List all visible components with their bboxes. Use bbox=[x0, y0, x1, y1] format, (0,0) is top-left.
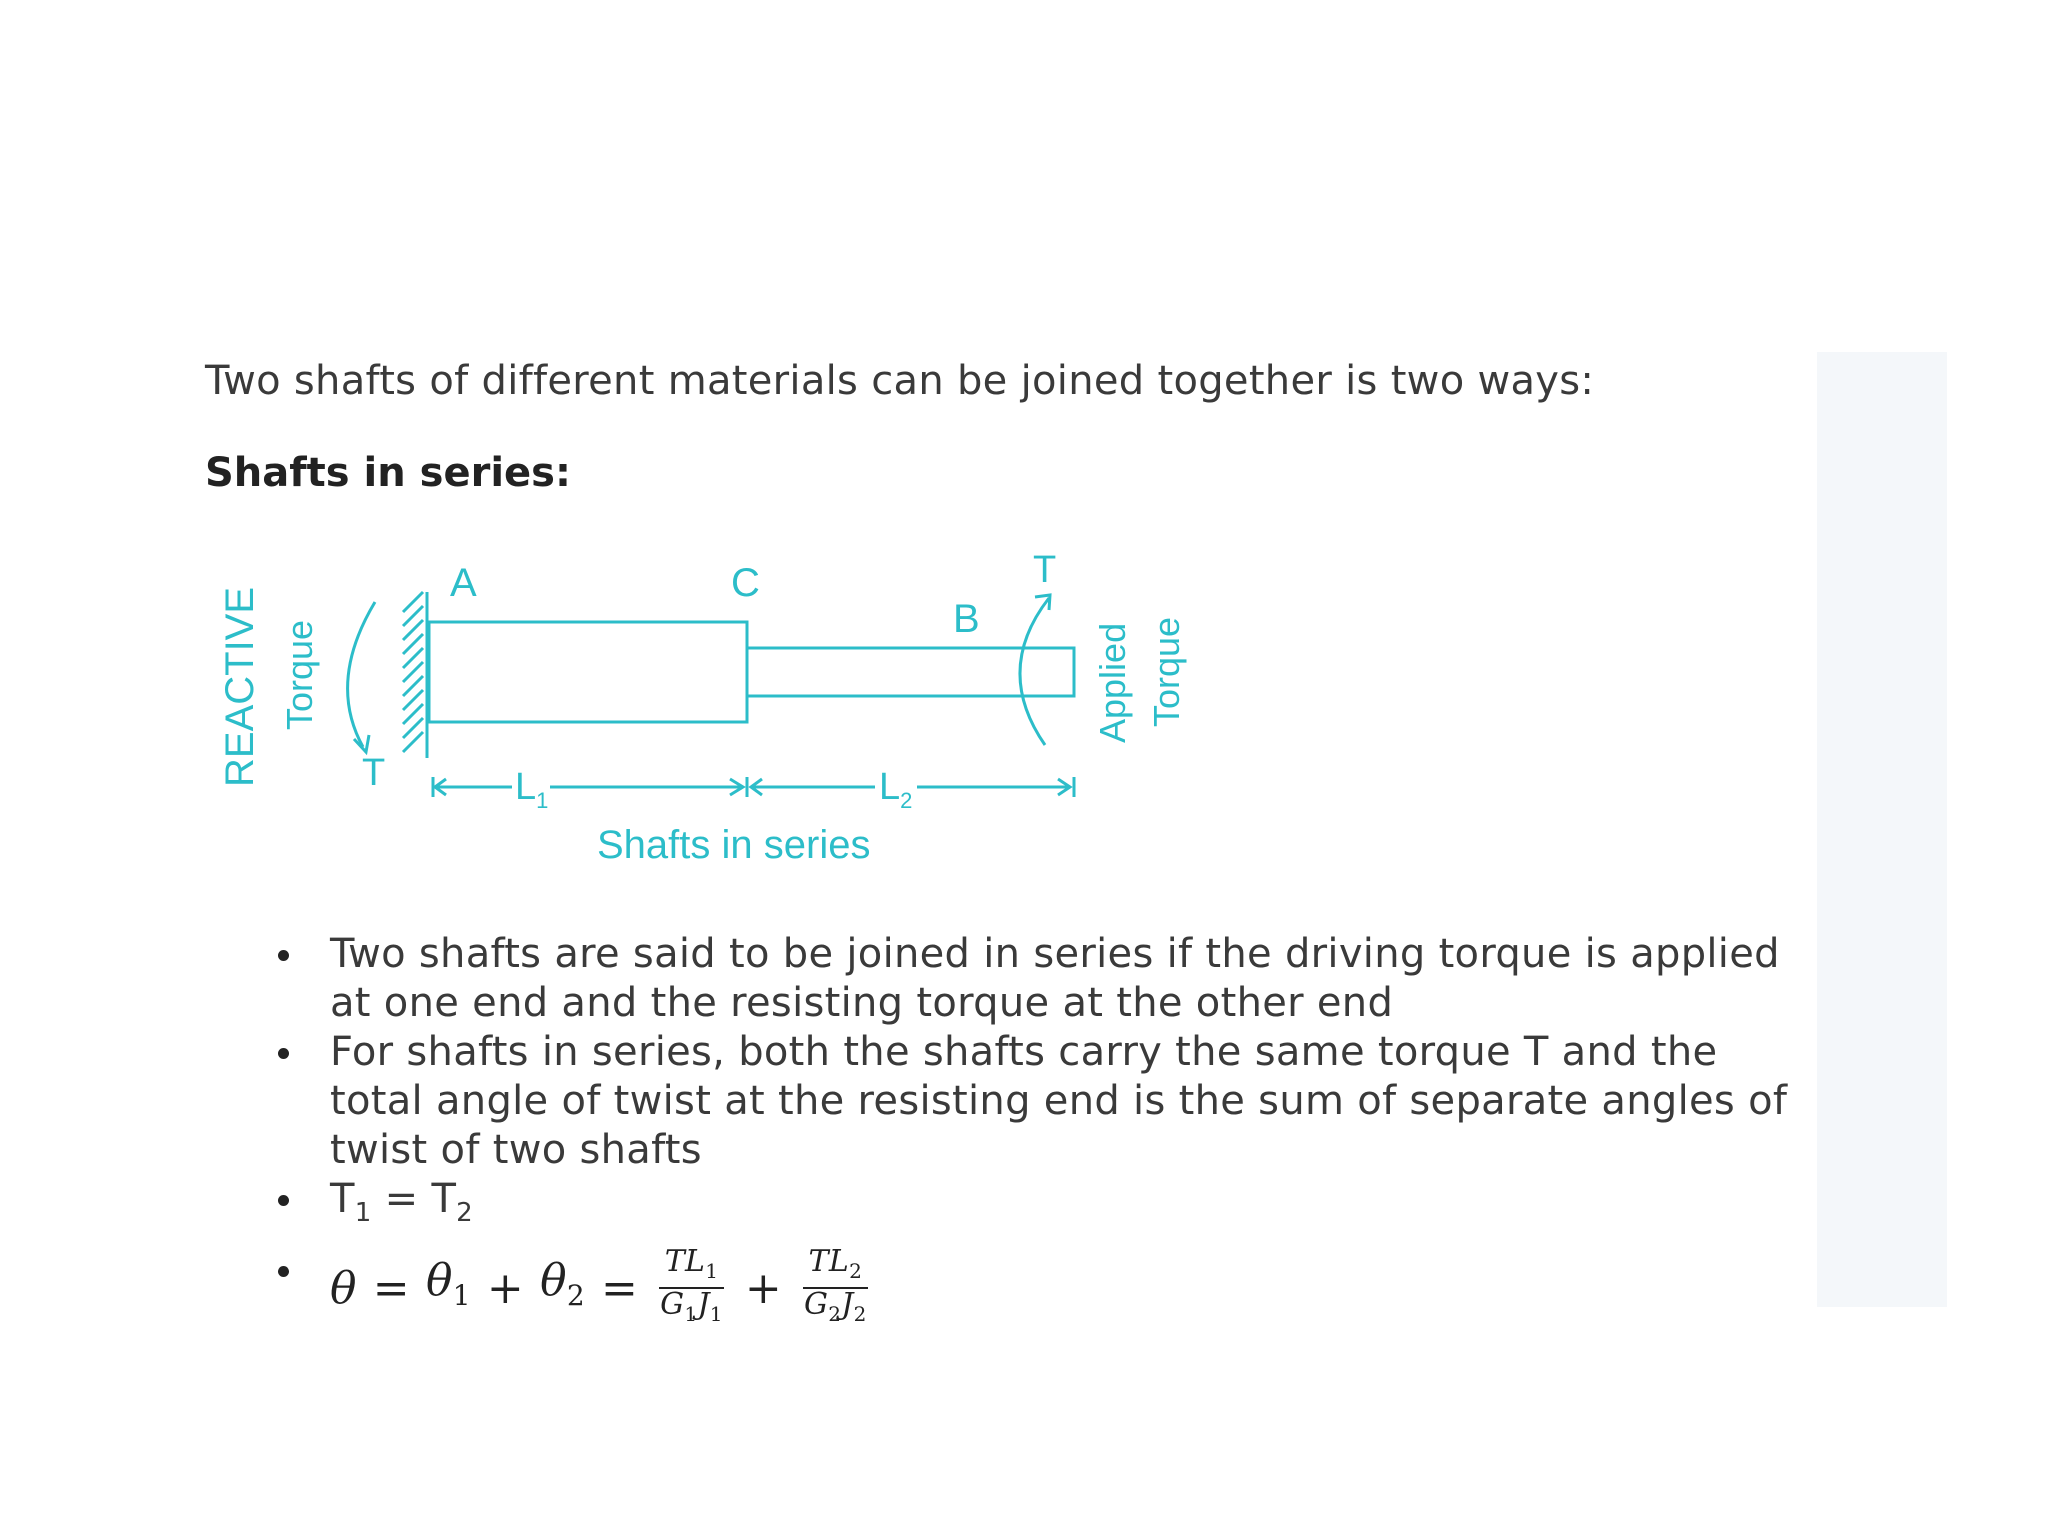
eq1-t1: T bbox=[330, 1176, 355, 1222]
shaft-1 bbox=[429, 622, 747, 722]
shafts-in-series-figure bbox=[215, 545, 1245, 880]
figure-svg bbox=[215, 545, 1245, 880]
dimension-l2-letter: L bbox=[879, 766, 901, 808]
eq1-sub2: 2 bbox=[456, 1198, 474, 1228]
eq2-fraction-2-numerator: $TL_2$ bbox=[803, 1246, 869, 1289]
reactive-torque-arc bbox=[348, 602, 375, 747]
eq2-plus-1: + bbox=[486, 1262, 525, 1314]
bullet-torque-equality bbox=[270, 1175, 1800, 1238]
label-torque-t-left: T bbox=[362, 752, 386, 794]
fixed-wall bbox=[403, 592, 427, 758]
point-a: A bbox=[450, 561, 477, 605]
label-torque-t-right: T bbox=[1033, 549, 1057, 591]
side-panel bbox=[1817, 352, 1947, 1307]
dimension-l1 bbox=[515, 766, 548, 813]
bullet-twist-equation bbox=[270, 1246, 1800, 1330]
figure-caption: Shafts in series bbox=[597, 823, 871, 867]
equation-total-twist bbox=[330, 1246, 873, 1330]
dimension-l2-sub: 2 bbox=[900, 788, 913, 813]
dimension-l1-sub: 1 bbox=[536, 788, 549, 813]
section-heading: Shafts in series: bbox=[205, 450, 571, 496]
eq1-sub1: 1 bbox=[354, 1198, 372, 1228]
eq1-equals: = bbox=[384, 1176, 419, 1222]
bullet-series-definition: Two shafts are said to be joined in series if the driving torque is applied at one end and the resisting torque at the other end bbox=[270, 930, 1800, 1028]
point-c: C bbox=[731, 561, 760, 605]
dimension-l1-letter: L bbox=[515, 766, 537, 808]
eq2-equals-1: = bbox=[372, 1262, 410, 1314]
eq2-fraction-2-denominator: $G_2J_2$ bbox=[803, 1287, 867, 1326]
label-reactive-torque: Torque bbox=[279, 619, 320, 730]
eq2-equals-2: = bbox=[600, 1262, 639, 1314]
label-applied: Applied bbox=[1092, 622, 1133, 743]
bullet-list bbox=[270, 930, 1800, 1330]
shaft-2 bbox=[747, 648, 1074, 696]
label-reactive: REACTIVE bbox=[218, 586, 262, 787]
eq2-fraction-2 bbox=[798, 1246, 873, 1330]
eq2-theta1: $\theta_1$ bbox=[425, 1255, 471, 1312]
eq2-fraction-1-numerator: $TL_1$ bbox=[659, 1246, 725, 1289]
eq2-theta2: $\theta_2$ bbox=[540, 1255, 585, 1312]
equation-torque-equality bbox=[330, 1176, 474, 1228]
eq2-fraction-1 bbox=[654, 1246, 729, 1330]
intro-text: Two shafts of different materials can be joined together is two ways: bbox=[205, 358, 1595, 404]
label-applied-torque: Torque bbox=[1146, 616, 1187, 727]
bullet-same-torque: For shafts in series, both the shafts carry the same torque T and the total angle of twist at the resisting end is the sum of separate angles of twist of two shafts bbox=[270, 1028, 1800, 1175]
eq1-t2: T bbox=[431, 1176, 457, 1222]
dimension-l2 bbox=[879, 766, 912, 813]
point-b: B bbox=[953, 597, 980, 641]
eq2-theta: θ bbox=[330, 1262, 357, 1314]
eq2-fraction-1-denominator: $G_1J_1$ bbox=[660, 1287, 723, 1326]
eq2-plus-2: + bbox=[744, 1262, 782, 1314]
